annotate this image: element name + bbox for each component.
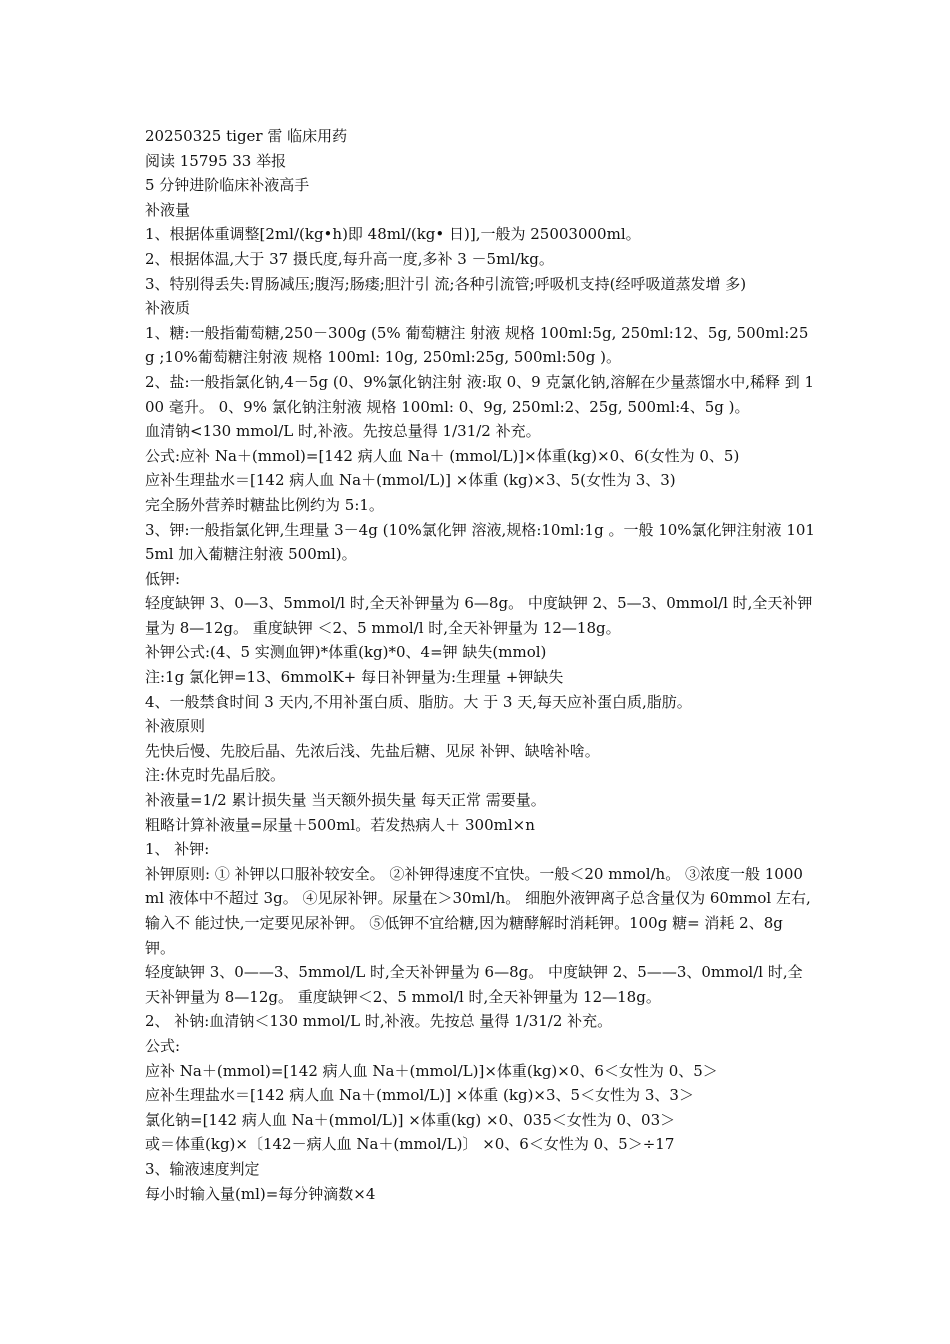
section-heading: 3、输液速度判定 (145, 1159, 260, 1178)
document-body (145, 124, 817, 1206)
paragraph: 轻度缺钾 3、0——3、5mmol/L 时,全天补钾量为 6—8g。 中度缺钾 2、5——3、0mmol/l 时,全天补钾量为 8—12g。 重度缺钾＜2、5 mmol/l 时,全天补钾量为 12—18g。 (145, 963, 803, 1006)
paragraph: 补液量=1/2 累计损失量 当天额外损失量 每天正常 需要量。 (145, 791, 546, 810)
paragraph: 2、根据体温,大于 37 摄氏度,每升高一度,多补 3 －5ml/kg。 (145, 249, 554, 268)
formula-line: 应补生理盐水＝[142 病人血 Na＋(mmol/L)] ×体重 (kg)×3、5(女性为 3、3) (145, 471, 676, 490)
paragraph: 血清钠<130 mmol/L 时,补液。先按总量得 1/31/2 补充。 (145, 422, 541, 441)
section-heading: 低钾: (145, 569, 181, 588)
paragraph: 2、 补钠:血清钠＜130 mmol/L 时,补液。先按总 量得 1/31/2 补充。 (145, 1012, 613, 1031)
paragraph: 3、特别得丢失:胃肠减压;腹泻;肠瘘;胆汁引 流;各种引流管;呼吸机支持(经呼吸道蒸发增 多) (145, 274, 747, 293)
formula-line: 公式:应补 Na＋(mmol)=[142 病人血 Na＋ (mmol/L)]×体重(kg)×0、6(女性为 0、5) (145, 446, 740, 465)
paragraph: 1、糖:一般指葡萄糖,250－300g (5% 葡萄糖注 射液 规格 100ml:5g, 250ml:12、5g, 500ml:25g ;10%葡萄糖注射液 规格 100ml: 10g, 250ml:25g, 500ml:50g )。 (145, 323, 809, 367)
paragraph: 1、根据体重调整[2ml/(kg•h)即 48ml/(kg• 日)],一般为 25003000ml。 (145, 225, 641, 244)
formula-line: 应补生理盐水＝[142 病人血 Na＋(mmol/L)] ×体重 (kg)×3、5＜女性为 3、3＞ (145, 1086, 694, 1105)
formula-line: 应补 Na＋(mmol)=[142 病人血 Na＋(mmol/L)]×体重(kg)×0、6＜女性为 0、5＞ (145, 1061, 718, 1080)
paragraph: 轻度缺钾 3、0—3、5mmol/l 时,全天补钾量为 6—8g。 中度缺钾 2、5—3、0mmol/l 时,全天补钾量为 8—12g。 重度缺钾 ＜2、5 mmol/l 时,全天补钾量为 12—18g。 (145, 594, 813, 637)
paragraph: 先快后慢、先胶后晶、先浓后浅、先盐后糖、见尿 补钾、缺啥补啥。 (145, 741, 600, 760)
formula-line: 或＝体重(kg)×〔142－病人血 Na＋(mmol/L)〕 ×0、6＜女性为 0、5＞÷17 (145, 1135, 675, 1154)
paragraph: 3、钾:一般指氯化钾,生理量 3－4g (10%氯化钾 溶液,规格:10ml:1g 。一般 10%氯化钾注射液 1015ml 加入葡糖注射液 500ml)。 (145, 520, 815, 564)
section-heading: 补液原则 (145, 717, 206, 736)
paragraph: 补钾原则: ① 补钾以口服补较安全。 ②补钾得速度不宜快。一般＜20 mmol/h。 ③浓度一般 1000ml 液体中不超过 3g。 ④见尿补钾。尿量在＞30ml/h。 细胞外液钾离子总含量仅为 60mmol 左右,输入不 能过快,一定要见尿补钾。 ⑤低钾不宜给糖,因为糖酵解时消耗钾。100g 糖= 消耗 2、8g 钾。 (145, 864, 811, 957)
header-line: 20250325 tiger 雷 临床用药 (145, 127, 348, 145)
section-heading: 补液质 (145, 299, 191, 318)
meta-line: 阅读 15795 33 举报 (145, 151, 287, 170)
article-title: 5 分钟进阶临床补液高手 (145, 176, 310, 195)
section-heading: 1、 补钾: (145, 840, 210, 859)
paragraph: 4、一般禁食时间 3 天内,不用补蛋白质、脂肪。大 于 3 天,每天应补蛋白质,脂肪。 (145, 692, 692, 711)
formula-line: 每小时输入量(ml)=每分钟滴数×4 (145, 1184, 376, 1203)
formula-line: 补钾公式:(4、5 实测血钾)*体重(kg)*0、4=钾 缺失(mmol) (145, 643, 547, 662)
paragraph: 注:1g 氯化钾=13、6mmolK+ 每日补钾量为:生理量 +钾缺失 (145, 668, 564, 687)
paragraph: 注:休克时先晶后胶。 (145, 766, 286, 785)
paragraph: 粗略计算补液量=尿量＋500ml。若发热病人＋ 300ml×n (145, 815, 535, 834)
section-heading: 补液量 (145, 200, 191, 219)
formula-line: 氯化钠=[142 病人血 Na＋(mmol/L)] ×体重(kg) ×0、035＜女性为 0、03＞ (145, 1110, 676, 1129)
section-heading: 公式: (145, 1036, 181, 1055)
paragraph: 完全肠外营养时糖盐比例约为 5:1。 (145, 495, 384, 514)
paragraph: 2、盐:一般指氯化钠,4－5g (0、9%氯化钠注射 液:取 0、9 克氯化钠,溶解在少量蒸馏水中,稀释 到 100 毫升。 0、9% 氯化钠注射液 规格 100ml: 0、9g, 250ml:2、25g, 500ml:4、5g )。 (145, 372, 815, 416)
